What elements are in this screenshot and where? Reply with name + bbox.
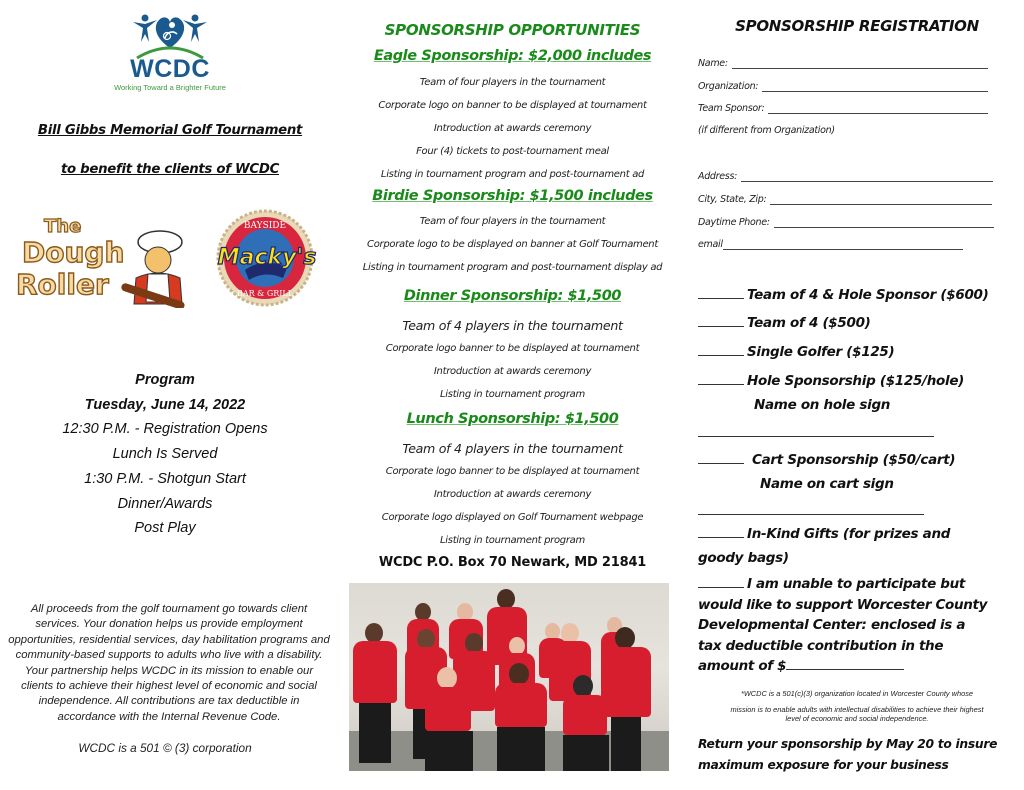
- tier-item: Team of four players in the tournament: [419, 216, 606, 227]
- daytime-phone-label: Daytime Phone:: [698, 217, 770, 228]
- team-sponsor-input-line[interactable]: [768, 103, 988, 114]
- organization-field[interactable]: [698, 78, 988, 92]
- corporation-note: WCDC is a 501 © (3) corporation: [78, 741, 252, 755]
- email-input-line[interactable]: [723, 239, 963, 250]
- team-sponsor-field[interactable]: [698, 100, 988, 114]
- dough-roller-text-dough: Dough: [22, 236, 125, 269]
- in-kind-gifts-continuation: goody bags): [698, 550, 789, 566]
- tier-title-birdie: Birdie Sponsorship: $1,500 includes: [372, 188, 653, 204]
- return-note-line: maximum exposure for your business: [698, 758, 949, 772]
- team-sponsor-label: Team Sponsor:: [698, 103, 765, 114]
- tier-item: Corporate logo displayed on Golf Tournament webpage: [381, 512, 644, 523]
- group-photo: [349, 583, 669, 771]
- mackys-bayside-text: BAYSIDE: [243, 221, 287, 231]
- cart-sign-sublabel: Name on cart sign: [760, 476, 894, 492]
- tier-title-dinner: Dinner Sponsorship: $1,500: [403, 288, 622, 304]
- mackys-bar-grill-text: BAR & GRILL: [236, 289, 294, 298]
- tier-item: Corporate logo banner to be displayed at tournament: [385, 343, 640, 354]
- schedule-item: Dinner/Awards: [117, 495, 213, 512]
- schedule-item: 1:30 P.M. - Shotgun Start: [84, 470, 246, 487]
- name-input-line[interactable]: [732, 58, 988, 69]
- tier-item: Corporate logo on banner to be displayed at tournament: [378, 100, 647, 111]
- option-checkbox-line[interactable]: [698, 287, 744, 299]
- option-label: In-Kind Gifts (for prizes and: [747, 526, 951, 542]
- option-checkbox-line[interactable]: [698, 315, 744, 327]
- option-label: Team of 4 & Hole Sponsor ($600): [747, 287, 989, 303]
- option-label: Single Golfer ($125): [747, 344, 895, 360]
- donation-amount-label: amount of $: [698, 658, 787, 675]
- schedule-item: 12:30 P.M. - Registration Opens: [62, 421, 268, 438]
- tier-item: Team of 4 players in the tournament: [402, 318, 623, 333]
- program-date: Tuesday, June 14, 2022: [84, 396, 246, 413]
- fine-print-line: *WCDC is a 501(c)(3) organization located in Worcester County whose: [740, 689, 974, 698]
- option-checkbox-line[interactable]: [698, 452, 744, 464]
- event-subtitle: to benefit the clients of WCDC: [60, 162, 280, 177]
- donation-paragraph: [698, 574, 1020, 677]
- option-in-kind-gifts[interactable]: [698, 526, 950, 542]
- event-title: Bill Gibbs Memorial Golf Tournament: [37, 123, 303, 138]
- address-label: Address:: [698, 171, 738, 182]
- hole-sign-name-line[interactable]: [698, 436, 934, 437]
- organization-label: Organization:: [698, 81, 759, 92]
- program-heading: Program: [135, 372, 195, 388]
- tier-item: Corporate logo banner to be displayed at tournament: [385, 466, 640, 477]
- tier-item: Listing in tournament program: [440, 389, 585, 400]
- cart-sign-name-line[interactable]: [698, 514, 924, 515]
- sponsorship-opportunities-heading: SPONSORSHIP OPPORTUNITIES: [384, 21, 641, 39]
- option-checkbox-line[interactable]: [698, 526, 744, 538]
- team-sponsor-note: (if different from Organization): [698, 125, 835, 136]
- donation-line: would like to support Worcester County: [698, 596, 988, 613]
- name-label: Name:: [698, 58, 728, 69]
- daytime-phone-field[interactable]: [698, 214, 994, 228]
- organization-input-line[interactable]: [762, 81, 988, 92]
- donation-amount-line[interactable]: [786, 658, 904, 670]
- email-label: email: [698, 239, 723, 250]
- return-note-line: Return your sponsorship by May 20 to insure: [698, 737, 998, 751]
- fine-print-line: level of economic and social independence.: [785, 714, 929, 723]
- tier-title-eagle: Eagle Sponsorship: $2,000 includes: [373, 48, 652, 64]
- option-label: Hole Sponsorship ($125/hole): [747, 373, 965, 389]
- option-hole-sponsorship[interactable]: [698, 373, 964, 389]
- city-state-zip-label: City, State, Zip:: [698, 194, 767, 205]
- option-team-of-4[interactable]: [698, 315, 871, 331]
- program-schedule: [0, 368, 330, 541]
- tier-item: Listing in tournament program and post-tournament ad: [380, 169, 645, 180]
- dough-roller-text-roller: Roller: [16, 268, 109, 301]
- dough-roller-text-the: The: [44, 216, 82, 237]
- option-team-hole-sponsor[interactable]: [698, 287, 989, 303]
- option-single-golfer[interactable]: [698, 344, 894, 360]
- tier-item: Introduction at awards ceremony: [433, 123, 592, 134]
- right-panel: [690, 0, 1024, 790]
- address-field[interactable]: [698, 168, 993, 182]
- sponsor-logos: [12, 208, 332, 308]
- return-deadline-note: [698, 734, 1020, 776]
- tier-item: Introduction at awards ceremony: [433, 366, 592, 377]
- tier-item: Four (4) tickets to post-tournament meal: [416, 146, 609, 157]
- tier-item: Listing in tournament program and post-tournament display ad: [362, 262, 663, 273]
- tier-title-lunch: Lunch Sponsorship: $1,500: [406, 411, 619, 427]
- hole-sign-sublabel: Name on hole sign: [754, 397, 891, 413]
- middle-panel: [340, 0, 685, 790]
- tier-item: Introduction at awards ceremony: [433, 489, 592, 500]
- mackys-logo: [207, 208, 329, 308]
- tier-item: Team of four players in the tournament: [419, 77, 606, 88]
- left-panel: [0, 0, 340, 790]
- schedule-item: Post Play: [134, 520, 196, 537]
- wcdc-logo: [100, 8, 240, 106]
- city-state-zip-field[interactable]: [698, 191, 992, 205]
- logo-wordmark: WCDC: [130, 55, 210, 83]
- proceeds-paragraph: All proceeds from the golf tournament go towards client services. Your donation helps us provide employment opportunities, residential services, day habilitation programs and community-based supports to adults who live with a disability. Your partnership helps WCDC in its mission to enable our clients to achieve their highest level of economic and social independence. All contributions are tax deductible in accordance with the Internal Revenue Code.: [8, 603, 330, 723]
- address-input-line[interactable]: [741, 171, 993, 182]
- tier-item: Team of 4 players in the tournament: [402, 441, 623, 456]
- option-label: Team of 4 ($500): [747, 315, 871, 331]
- name-field[interactable]: [698, 55, 988, 69]
- option-checkbox-line[interactable]: [698, 373, 744, 385]
- daytime-phone-input-line[interactable]: [774, 217, 994, 228]
- fine-print-line: mission is to enable adults with intellectual disabilities to achieve their highest: [730, 705, 984, 714]
- donation-line: I am unable to participate but: [747, 576, 965, 592]
- registration-heading: SPONSORSHIP REGISTRATION: [735, 17, 979, 35]
- mailing-address: WCDC P.O. Box 70 Newark, MD 21841: [378, 555, 647, 570]
- email-field[interactable]: [698, 236, 963, 250]
- tier-item: Listing in tournament program: [440, 535, 585, 546]
- schedule-item: Lunch Is Served: [112, 446, 218, 463]
- option-label: Cart Sponsorship ($50/cart): [752, 452, 956, 468]
- tier-item: Corporate logo to be displayed on banner at Golf Tournament: [367, 239, 658, 250]
- city-state-zip-input-line[interactable]: [770, 194, 992, 205]
- logo-tagline: Working Toward a Brighter Future: [114, 83, 226, 92]
- donation-line: Developmental Center: enclosed is a: [698, 617, 966, 634]
- donation-line: tax deductible contribution in the: [698, 637, 944, 654]
- wcdc-heart-figures-icon: [125, 8, 215, 60]
- option-checkbox-line[interactable]: [698, 344, 744, 356]
- mackys-main-text: Macky's: [217, 245, 317, 270]
- dough-roller-logo: [12, 208, 192, 308]
- donation-checkbox-line[interactable]: [698, 576, 744, 588]
- option-cart-sponsorship[interactable]: [698, 452, 955, 468]
